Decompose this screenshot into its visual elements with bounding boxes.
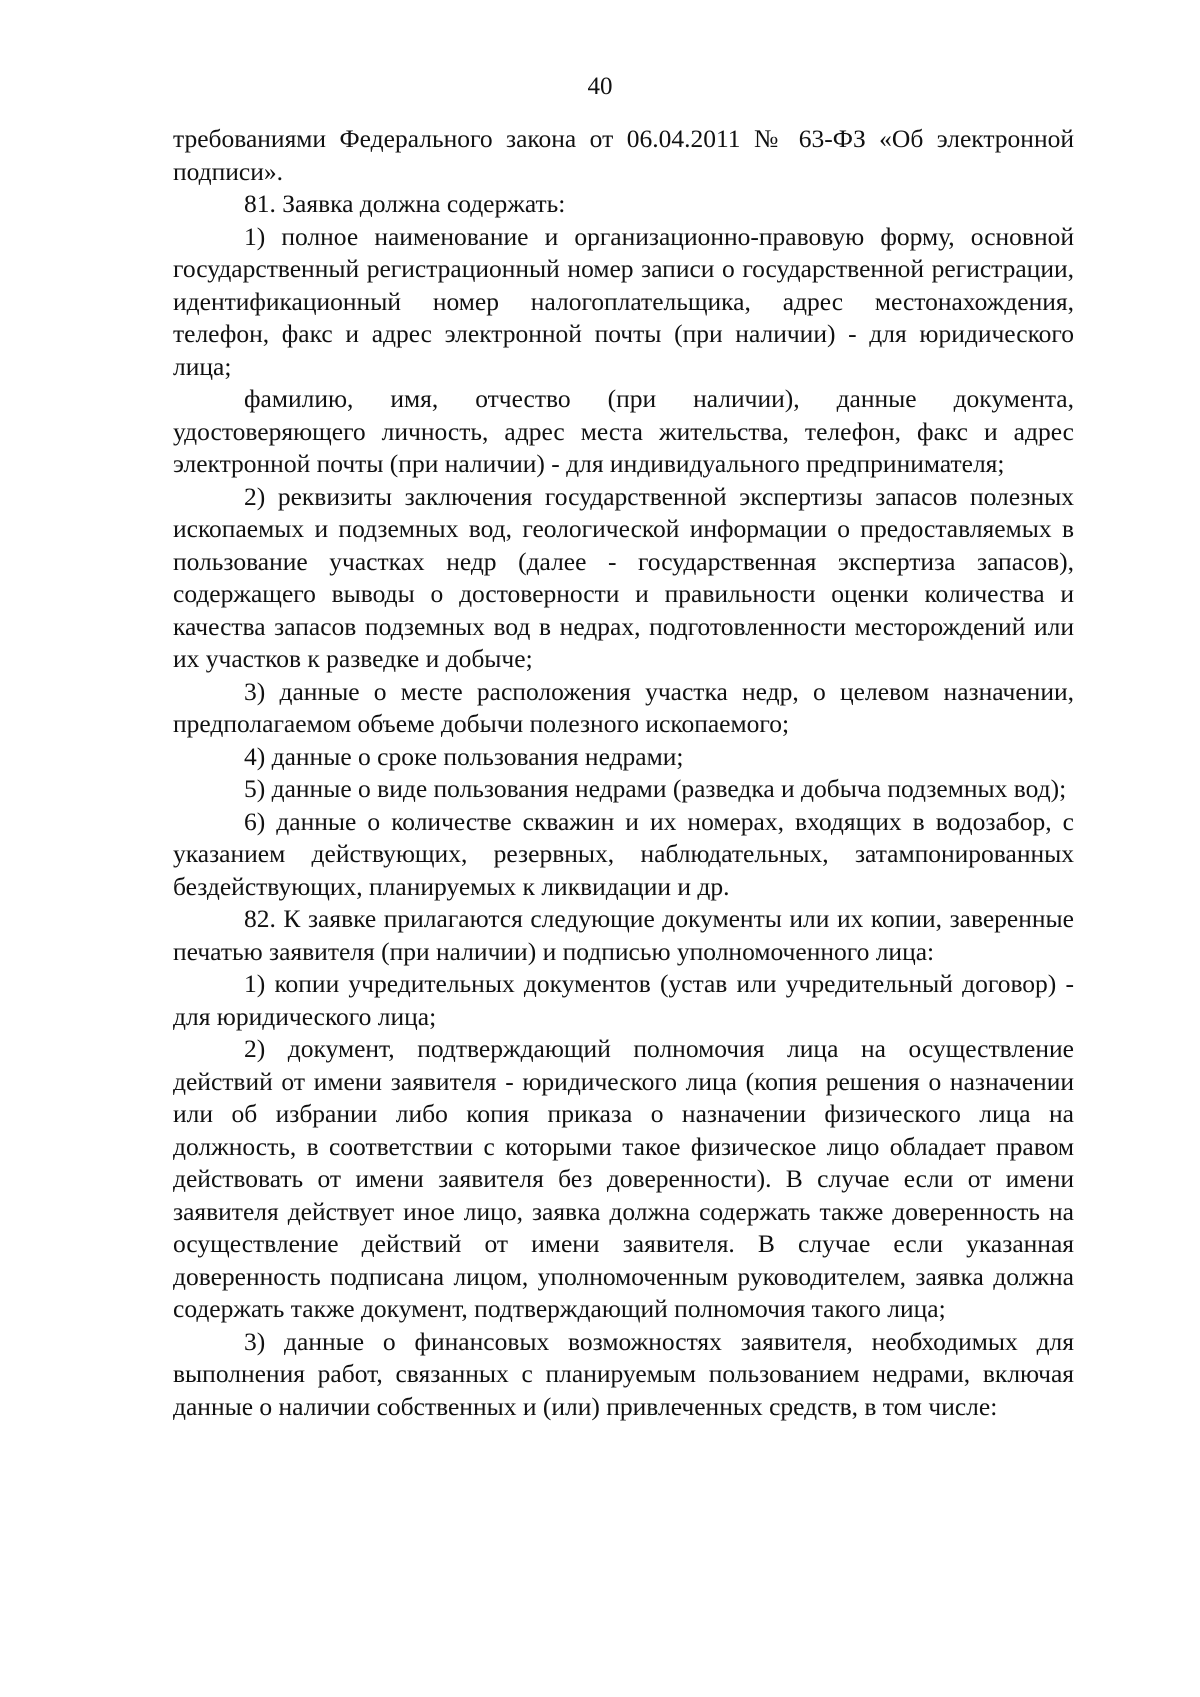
paragraph-81-item-5: 5) данные о виде пользования недрами (разведка и добыча подземных вод);: [244, 774, 1067, 803]
paragraph-82-item-3: 3) данные о финансовых возможностях заявителя, необходимых для выполнения работ, связанных с планируемым пользованием недрами, включая данные о наличии собственных и (или) привлеченных средств, в том числе:: [173, 1326, 1074, 1421]
paragraph-81-item-2: 2) реквизиты заключения государственной экспертизы запасов полезных ископаемых и подземных вод, геологической информации о предоставляемых в пользование участках недр (далее - государственная экспертиза запасов), содержащего выводы о достоверности и правильности оценки количества и качества запасов подземных вод в недрах, подготовленности месторождений или их участков к разведке и добыче;: [173, 481, 1074, 673]
paragraph-clause-82: 82. К заявке прилагаются следующие документы или их копии, заверенные печатью заявителя (при наличии) и подписью уполномоченного лица:: [173, 904, 1074, 966]
paragraph-82-item-1: 1) копии учредительных документов (устав или учредительный договор) - для юридического лица;: [173, 969, 1074, 1031]
page-number: 40: [587, 73, 613, 100]
paragraph-clause-81: 81. Заявка должна содержать:: [244, 189, 566, 218]
paragraph-intro: требованиями Федерального закона от 06.04.2011 № 63-ФЗ «Об электронной подписи».: [173, 124, 1074, 186]
paragraph-81-item-3: 3) данные о месте расположения участка недр, о целевом назначении, предполагаемом объеме добычи полезного ископаемого;: [173, 676, 1074, 738]
paragraph-81-item-1-individual: фамилию, имя, отчество (при наличии), данные документа, удостоверяющего личность, адрес места жительства, телефон, факс и адрес электронной почты (при наличии) - для индивидуального предпринимателя;: [173, 384, 1074, 478]
paragraph-81-item-1: 1) полное наименование и организационно-правовую форму, основной государственный регистрационный номер записи о государственной регистрации, идентификационный номер налогоплательщика, адрес местонахождения, телефон, факс и адрес электронной почты (при наличии) - для юридического лица;: [173, 221, 1074, 381]
paragraph-81-item-4: 4) данные о сроке пользования недрами;: [244, 741, 684, 771]
document-body: [173, 123, 1074, 1423]
paragraph-81-item-6: 6) данные о количестве скважин и их номерах, входящих в водозабор, с указанием действующих, резервных, наблюдательных, затампонированных бездействующих, планируемых к ликвидации и др.: [173, 806, 1074, 901]
paragraph-82-item-2: 2) документ, подтверждающий полномочия лица на осуществление действий от имени заявителя - юридического лица (копия решения о назначении или об избрании либо копия приказа о назначении физического лица на должность, в соответствии с которыми такое физическое лицо обладает правом действовать от имени заявителя без доверенности). В случае если от имени заявителя действует иное лицо, заявка должна содержать также доверенность на осуществление действий от имени заявителя. В случае если указанная доверенность подписана лицом, уполномоченным руководителем, заявка должна содержать также документ, подтверждающий полномочия такого лица;: [173, 1034, 1074, 1323]
